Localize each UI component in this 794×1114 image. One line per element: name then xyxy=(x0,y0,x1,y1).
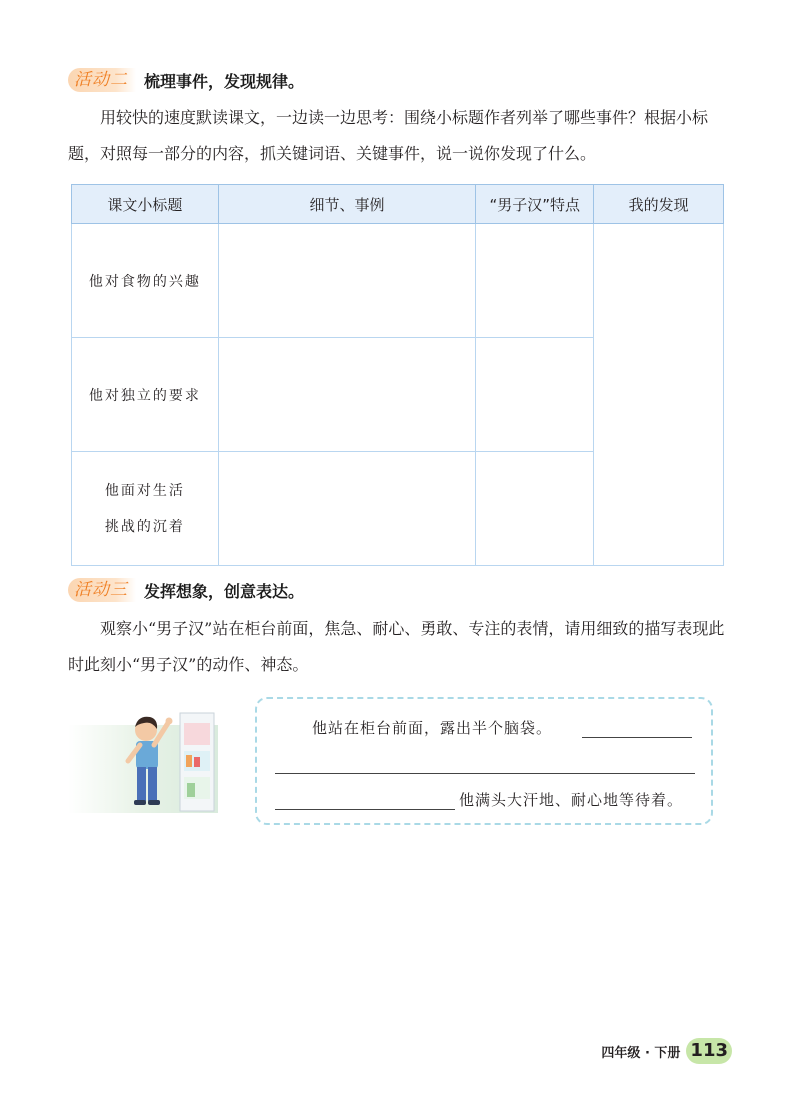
table-row xyxy=(72,224,724,338)
traits-cell[interactable] xyxy=(476,338,594,452)
page-footer xyxy=(601,1038,732,1064)
row-title xyxy=(72,224,219,338)
row-title-line-1: 他面对生活 xyxy=(104,482,185,499)
activity-2-heading xyxy=(68,66,304,94)
writing-line-1: 他站在柜台前面，露出半个脑袋。 xyxy=(312,719,553,737)
blank-line-2[interactable] xyxy=(275,773,695,774)
activity-3-title: 发挥想象，创意表达。 xyxy=(144,581,305,601)
header-details: 细节、事例 xyxy=(218,185,476,224)
row-title-text: 他对独立的要求 xyxy=(88,387,201,404)
grade-label: 四年级 · 下册 xyxy=(601,1045,681,1061)
traits-cell[interactable] xyxy=(476,452,594,566)
activity-3-heading xyxy=(68,576,304,604)
findings-cell[interactable] xyxy=(594,224,724,566)
header-findings: 我的发现 xyxy=(594,185,724,224)
details-cell[interactable] xyxy=(218,452,476,566)
details-cell[interactable] xyxy=(218,224,476,338)
boy-at-counter-illustration xyxy=(68,705,218,813)
header-subtitle: 课文小标题 xyxy=(72,185,219,224)
page-number: 113 xyxy=(686,1038,732,1064)
table-header-row xyxy=(72,185,724,224)
header-traits: “男子汉”特点 xyxy=(476,185,594,224)
row-title-line-2: 挑战的沉着 xyxy=(104,518,185,535)
writing-line-3: 他满头大汗地、耐心地等待着。 xyxy=(459,791,684,809)
details-cell[interactable] xyxy=(218,338,476,452)
row-title xyxy=(72,338,219,452)
blank-line-1[interactable] xyxy=(582,737,692,738)
activity-2-instructions: 用较快的速度默读课文，一边读一边思考：围绕小标题作者列举了哪些事件？根据小标题，对照每一部分的内容，抓关键词语、关键事件，说一说你发现了什么。 xyxy=(68,108,709,163)
blank-line-3[interactable] xyxy=(275,809,455,810)
activity-2-tag: 活动二 xyxy=(68,68,136,92)
activity-3-tag: 活动三 xyxy=(68,578,136,602)
traits-cell[interactable] xyxy=(476,224,594,338)
writing-box xyxy=(255,697,713,825)
activity-2-title: 梳理事件，发现规律。 xyxy=(144,71,305,91)
row-title-text: 他对食物的兴趣 xyxy=(88,273,201,290)
row-title xyxy=(72,452,219,566)
activity-3-instructions: 观察小“男子汉”站在柜台前面，焦急、耐心、勇敢、专注的表情，请用细致的描写表现此时此刻小“男子汉”的动作、神态。 xyxy=(68,619,725,674)
analysis-table xyxy=(71,184,724,566)
